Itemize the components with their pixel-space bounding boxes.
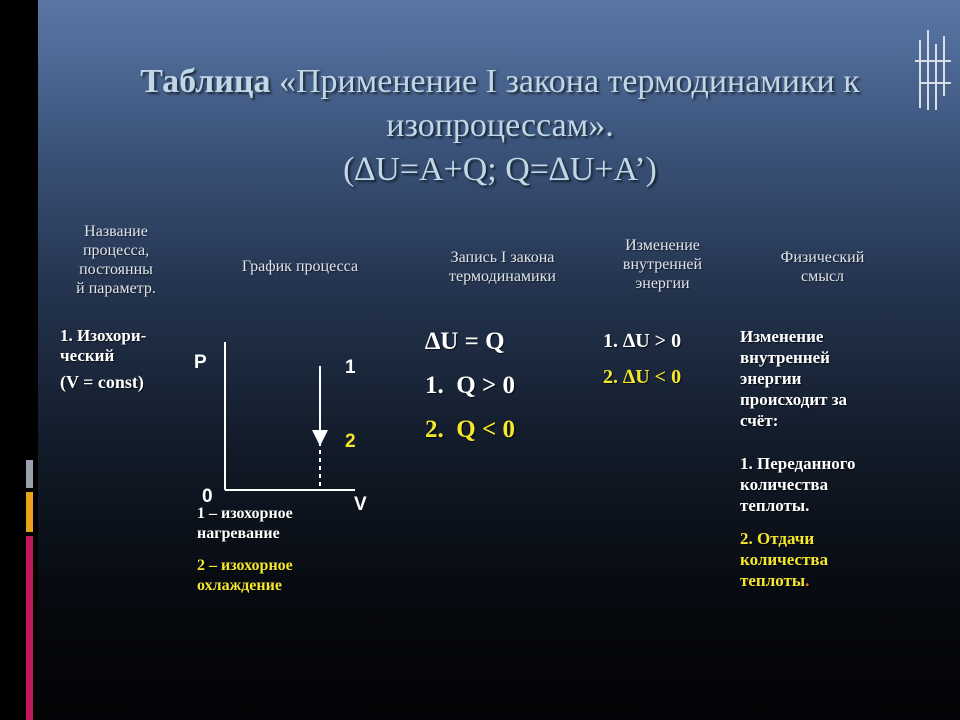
header-energy-change: Изменение внутренней энергии [622,237,703,292]
x-axis-label: V [354,494,367,515]
meaning-intro: Изменение внутренней энергии происходит за счёт: [740,327,848,430]
law-formula: ∆U = Q [425,328,505,355]
header-physical-meaning: Физический смысл [780,249,865,285]
header-law-record: Запись I закона термодинамики [449,249,556,285]
slide-title [40,60,960,192]
state-2-label: 2 [345,431,356,452]
left-decor-strip [0,0,38,720]
strip-gray-bar [26,460,33,488]
process-parameter: (V = const) [60,372,144,392]
origin-label: 0 [202,486,213,507]
meaning-end-period: . [805,571,810,590]
meaning-case-heat-released: 2. Отдачи количества теплоты. [740,529,829,590]
isochoric-process-graph [190,330,390,520]
title-bold-word: Таблица [140,63,271,100]
graph-caption-cooling: 2 – изохорное охлаждение [197,557,293,594]
title-line2: изопроцессам». [386,107,614,144]
state-1-label: 1 [345,357,356,378]
title-formula: (∆U=A+Q; Q=∆U+A’) [343,151,657,188]
law-case-cooling: 2. Q < 0 [425,416,515,443]
energy-case-decrease: 2. ∆U < 0 [603,366,682,388]
strip-red-bar [26,536,33,720]
meaning-case-heat-transferred: 1. Переданного количества теплоты. [740,454,856,515]
energy-case-increase: 1. ∆U > 0 [603,330,682,352]
law-case-heating: 1. Q > 0 [425,372,515,399]
process-name-cell: 1. Изохори- ческий (V = const) [60,326,195,392]
header-process-name: Название процесса, постоянны й параметр. [76,223,156,297]
strip-gold-bar [26,492,33,532]
y-axis-label: P [194,352,207,373]
graph-caption-heating: 1 – изохорное нагревание [197,505,293,542]
title-line1: «Применение I закона термодинамики к [279,63,860,100]
header-graph: График процесса [241,258,359,275]
